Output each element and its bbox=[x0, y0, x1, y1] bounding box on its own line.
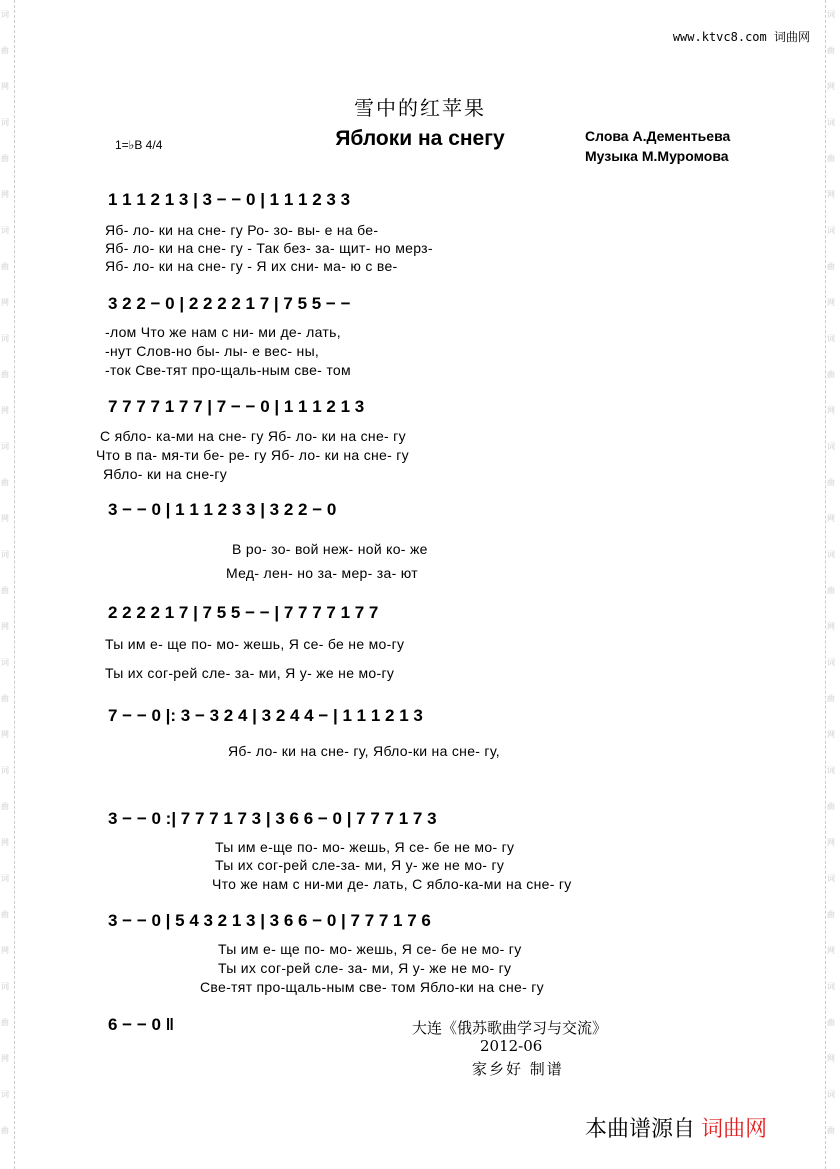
watermark-char: 曲 bbox=[827, 46, 835, 55]
system-6-notes: 7 − − 0 |: 3 − 3 2 4 | 3 2 4 4 − | 1 1 1 2 1 3 bbox=[108, 706, 423, 725]
site-name[interactable]: 词曲网 bbox=[773, 30, 810, 44]
watermark-char: 词 bbox=[827, 550, 835, 559]
system-4-notes: 3 − − 0 | 1 1 1 2 3 3 | 3 2 2 − 0 bbox=[108, 500, 337, 519]
title-russian: Яблоки на снегу bbox=[335, 127, 505, 150]
watermark-char: 词 bbox=[827, 442, 835, 451]
watermark-char: 曲 bbox=[827, 1126, 835, 1135]
watermark-char: 词 bbox=[827, 1090, 835, 1099]
lyrics-credit: Слова А.Дементьева bbox=[585, 128, 731, 144]
watermark-char: 曲 bbox=[1, 154, 9, 163]
watermark-char: 曲 bbox=[1, 1126, 9, 1135]
system-3-lyric-2: Что в па- мя-ти бе- ре- гу Яб- ло- ки на сне- гу bbox=[96, 447, 409, 463]
watermark-char: 词 bbox=[827, 334, 835, 343]
system-4-lyric-2: Мед- лен- но за- мер- за- ют bbox=[226, 565, 418, 581]
footer-date: 2012-06 bbox=[480, 1037, 543, 1055]
watermark-char: 曲 bbox=[827, 802, 835, 811]
watermark-char: 曲 bbox=[1, 910, 9, 919]
watermark-char: 曲 bbox=[1, 802, 9, 811]
watermark-char: 曲 bbox=[827, 586, 835, 595]
right-watermark-strip bbox=[825, 0, 840, 1169]
left-watermark-strip bbox=[0, 0, 15, 1169]
watermark-char: 词 bbox=[827, 118, 835, 127]
source-site-link[interactable]: 词曲网 bbox=[701, 1116, 768, 1141]
watermark-char: 词 bbox=[1, 982, 9, 991]
watermark-char: 网 bbox=[1, 82, 9, 91]
watermark-char: 曲 bbox=[827, 1018, 835, 1027]
system-6-lyric-1: Яб- ло- ки на сне- гу, Ябло-ки на сне- гу, bbox=[228, 743, 500, 759]
system-1-lyric-1: Яб- ло- ки на сне- гу Ро- зо- вы- е на бе- bbox=[105, 222, 379, 238]
watermark-char: 网 bbox=[827, 406, 835, 415]
watermark-char: 曲 bbox=[827, 694, 835, 703]
watermark-char: 曲 bbox=[1, 478, 9, 487]
system-5-lyric-2: Ты их сог-рей сле- за- ми, Я у- же не мо-гу bbox=[105, 665, 395, 681]
watermark-char: 网 bbox=[1, 622, 9, 631]
watermark-char: 曲 bbox=[827, 478, 835, 487]
watermark-char: 曲 bbox=[1, 694, 9, 703]
title-chinese: 雪中的红苹果 bbox=[354, 96, 486, 120]
system-9-notes: 6 − − 0 ‖ bbox=[108, 1015, 175, 1034]
system-8-notes: 3 − − 0 | 5 4 3 2 1 3 | 3 6 6 − 0 | 7 7 7 1 7 6 bbox=[108, 911, 431, 930]
system-2-lyric-3: -ток Све-тят про-щаль-ным све- том bbox=[105, 362, 351, 378]
system-5-lyric-1: Ты им е- ще по- мо- жешь, Я се- бе не мо-гу bbox=[105, 636, 405, 652]
watermark-char: 曲 bbox=[827, 262, 835, 271]
system-2-lyric-2: -нут Слов-но бы- лы- е вес- ны, bbox=[105, 343, 320, 359]
system-1-lyric-2: Яб- ло- ки на сне- гу - Так без- за- щит- но мерз- bbox=[105, 240, 433, 256]
watermark-char: 曲 bbox=[1, 262, 9, 271]
watermark-char: 词 bbox=[1, 10, 9, 19]
watermark-char: 网 bbox=[827, 1054, 835, 1063]
site-header[interactable] bbox=[673, 28, 810, 45]
system-1-notes: 1 1 1 2 1 3 | 3 − − 0 | 1 1 1 2 3 3 bbox=[108, 190, 351, 209]
watermark-char: 词 bbox=[1, 1090, 9, 1099]
system-2-notes: 3 2 2 − 0 | 2 2 2 2 1 7 | 7 5 5 − − bbox=[108, 294, 351, 313]
watermark-char: 网 bbox=[1, 190, 9, 199]
watermark-char: 曲 bbox=[827, 154, 835, 163]
watermark-char: 网 bbox=[827, 514, 835, 523]
watermark-char: 词 bbox=[1, 442, 9, 451]
footer-author: 家乡好 制谱 bbox=[472, 1060, 564, 1078]
watermark-char: 词 bbox=[1, 226, 9, 235]
watermark-char: 词 bbox=[1, 874, 9, 883]
watermark-char: 词 bbox=[1, 118, 9, 127]
system-8-lyric-3: Све-тят про-щаль-ным све- том Ябло-ки на сне- гу bbox=[200, 979, 544, 995]
key-signature: 1=♭B 4/4 bbox=[115, 138, 163, 152]
watermark-char: 词 bbox=[1, 550, 9, 559]
system-4-lyric-1: В ро- зо- вой неж- ной ко- же bbox=[232, 541, 428, 557]
system-8-lyric-2: Ты их сог-рей сле- за- ми, Я у- же не мо- гу bbox=[218, 960, 512, 976]
watermark-char: 词 bbox=[827, 766, 835, 775]
site-url[interactable]: www.ktvc8.com bbox=[672, 30, 767, 44]
watermark-char: 曲 bbox=[827, 910, 835, 919]
watermark-char: 词 bbox=[827, 10, 835, 19]
system-7-lyric-1: Ты им е-ще по- мо- жешь, Я се- бе не мо- гу bbox=[215, 839, 515, 855]
watermark-char: 网 bbox=[827, 946, 835, 955]
system-7-notes: 3 − − 0 :| 7 7 7 1 7 3 | 3 6 6 − 0 | 7 7 7 1 7 3 bbox=[108, 809, 437, 828]
watermark-char: 曲 bbox=[1, 586, 9, 595]
system-3-lyric-1: С ябло- ка-ми на сне- гу Яб- ло- ки на сне- гу bbox=[100, 428, 406, 444]
system-7-lyric-3: Что же нам с ни-ми де- лать, С ябло-ка-ми на сне- гу bbox=[212, 876, 572, 892]
music-credit: Музыка М.Муромова bbox=[585, 148, 729, 164]
watermark-char: 词 bbox=[827, 226, 835, 235]
source-note[interactable] bbox=[585, 1112, 767, 1143]
watermark-char: 词 bbox=[1, 658, 9, 667]
watermark-char: 网 bbox=[827, 622, 835, 631]
source-prefix: 本曲谱源自 bbox=[585, 1116, 696, 1141]
watermark-char: 网 bbox=[827, 298, 835, 307]
watermark-char: 曲 bbox=[1, 1018, 9, 1027]
watermark-char: 词 bbox=[1, 334, 9, 343]
watermark-char: 网 bbox=[1, 514, 9, 523]
watermark-char: 词 bbox=[827, 982, 835, 991]
watermark-char: 网 bbox=[827, 838, 835, 847]
watermark-char: 网 bbox=[1, 406, 9, 415]
watermark-char: 网 bbox=[1, 838, 9, 847]
system-2-lyric-1: -лом Что же нам с ни- ми де- лать, bbox=[105, 324, 341, 340]
watermark-char: 网 bbox=[827, 82, 835, 91]
system-3-lyric-3: Ябло- ки на сне-гу bbox=[103, 466, 228, 482]
system-7-lyric-2: Ты их сог-рей сле-за- ми, Я у- же не мо- гу bbox=[215, 857, 505, 873]
system-3-notes: 7 7 7 7 1 7 7 | 7 − − 0 | 1 1 1 2 1 3 bbox=[108, 397, 365, 416]
watermark-char: 网 bbox=[827, 730, 835, 739]
watermark-char: 曲 bbox=[827, 370, 835, 379]
watermark-char: 曲 bbox=[1, 370, 9, 379]
watermark-char: 词 bbox=[827, 874, 835, 883]
watermark-char: 网 bbox=[1, 298, 9, 307]
watermark-char: 网 bbox=[1, 1054, 9, 1063]
watermark-char: 词 bbox=[1, 766, 9, 775]
watermark-char: 网 bbox=[827, 190, 835, 199]
footer-publisher: 大连《俄苏歌曲学习与交流》 bbox=[412, 1019, 608, 1037]
system-5-notes: 2 2 2 2 1 7 | 7 5 5 − − | 7 7 7 7 1 7 7 bbox=[108, 603, 379, 622]
watermark-char: 网 bbox=[1, 946, 9, 955]
watermark-char: 网 bbox=[1, 730, 9, 739]
watermark-char: 词 bbox=[827, 658, 835, 667]
watermark-char: 曲 bbox=[1, 46, 9, 55]
system-8-lyric-1: Ты им е- ще по- мо- жешь, Я се- бе не мо- гу bbox=[218, 941, 522, 957]
system-1-lyric-3: Яб- ло- ки на сне- гу - Я их сни- ма- ю с ве- bbox=[105, 258, 398, 274]
